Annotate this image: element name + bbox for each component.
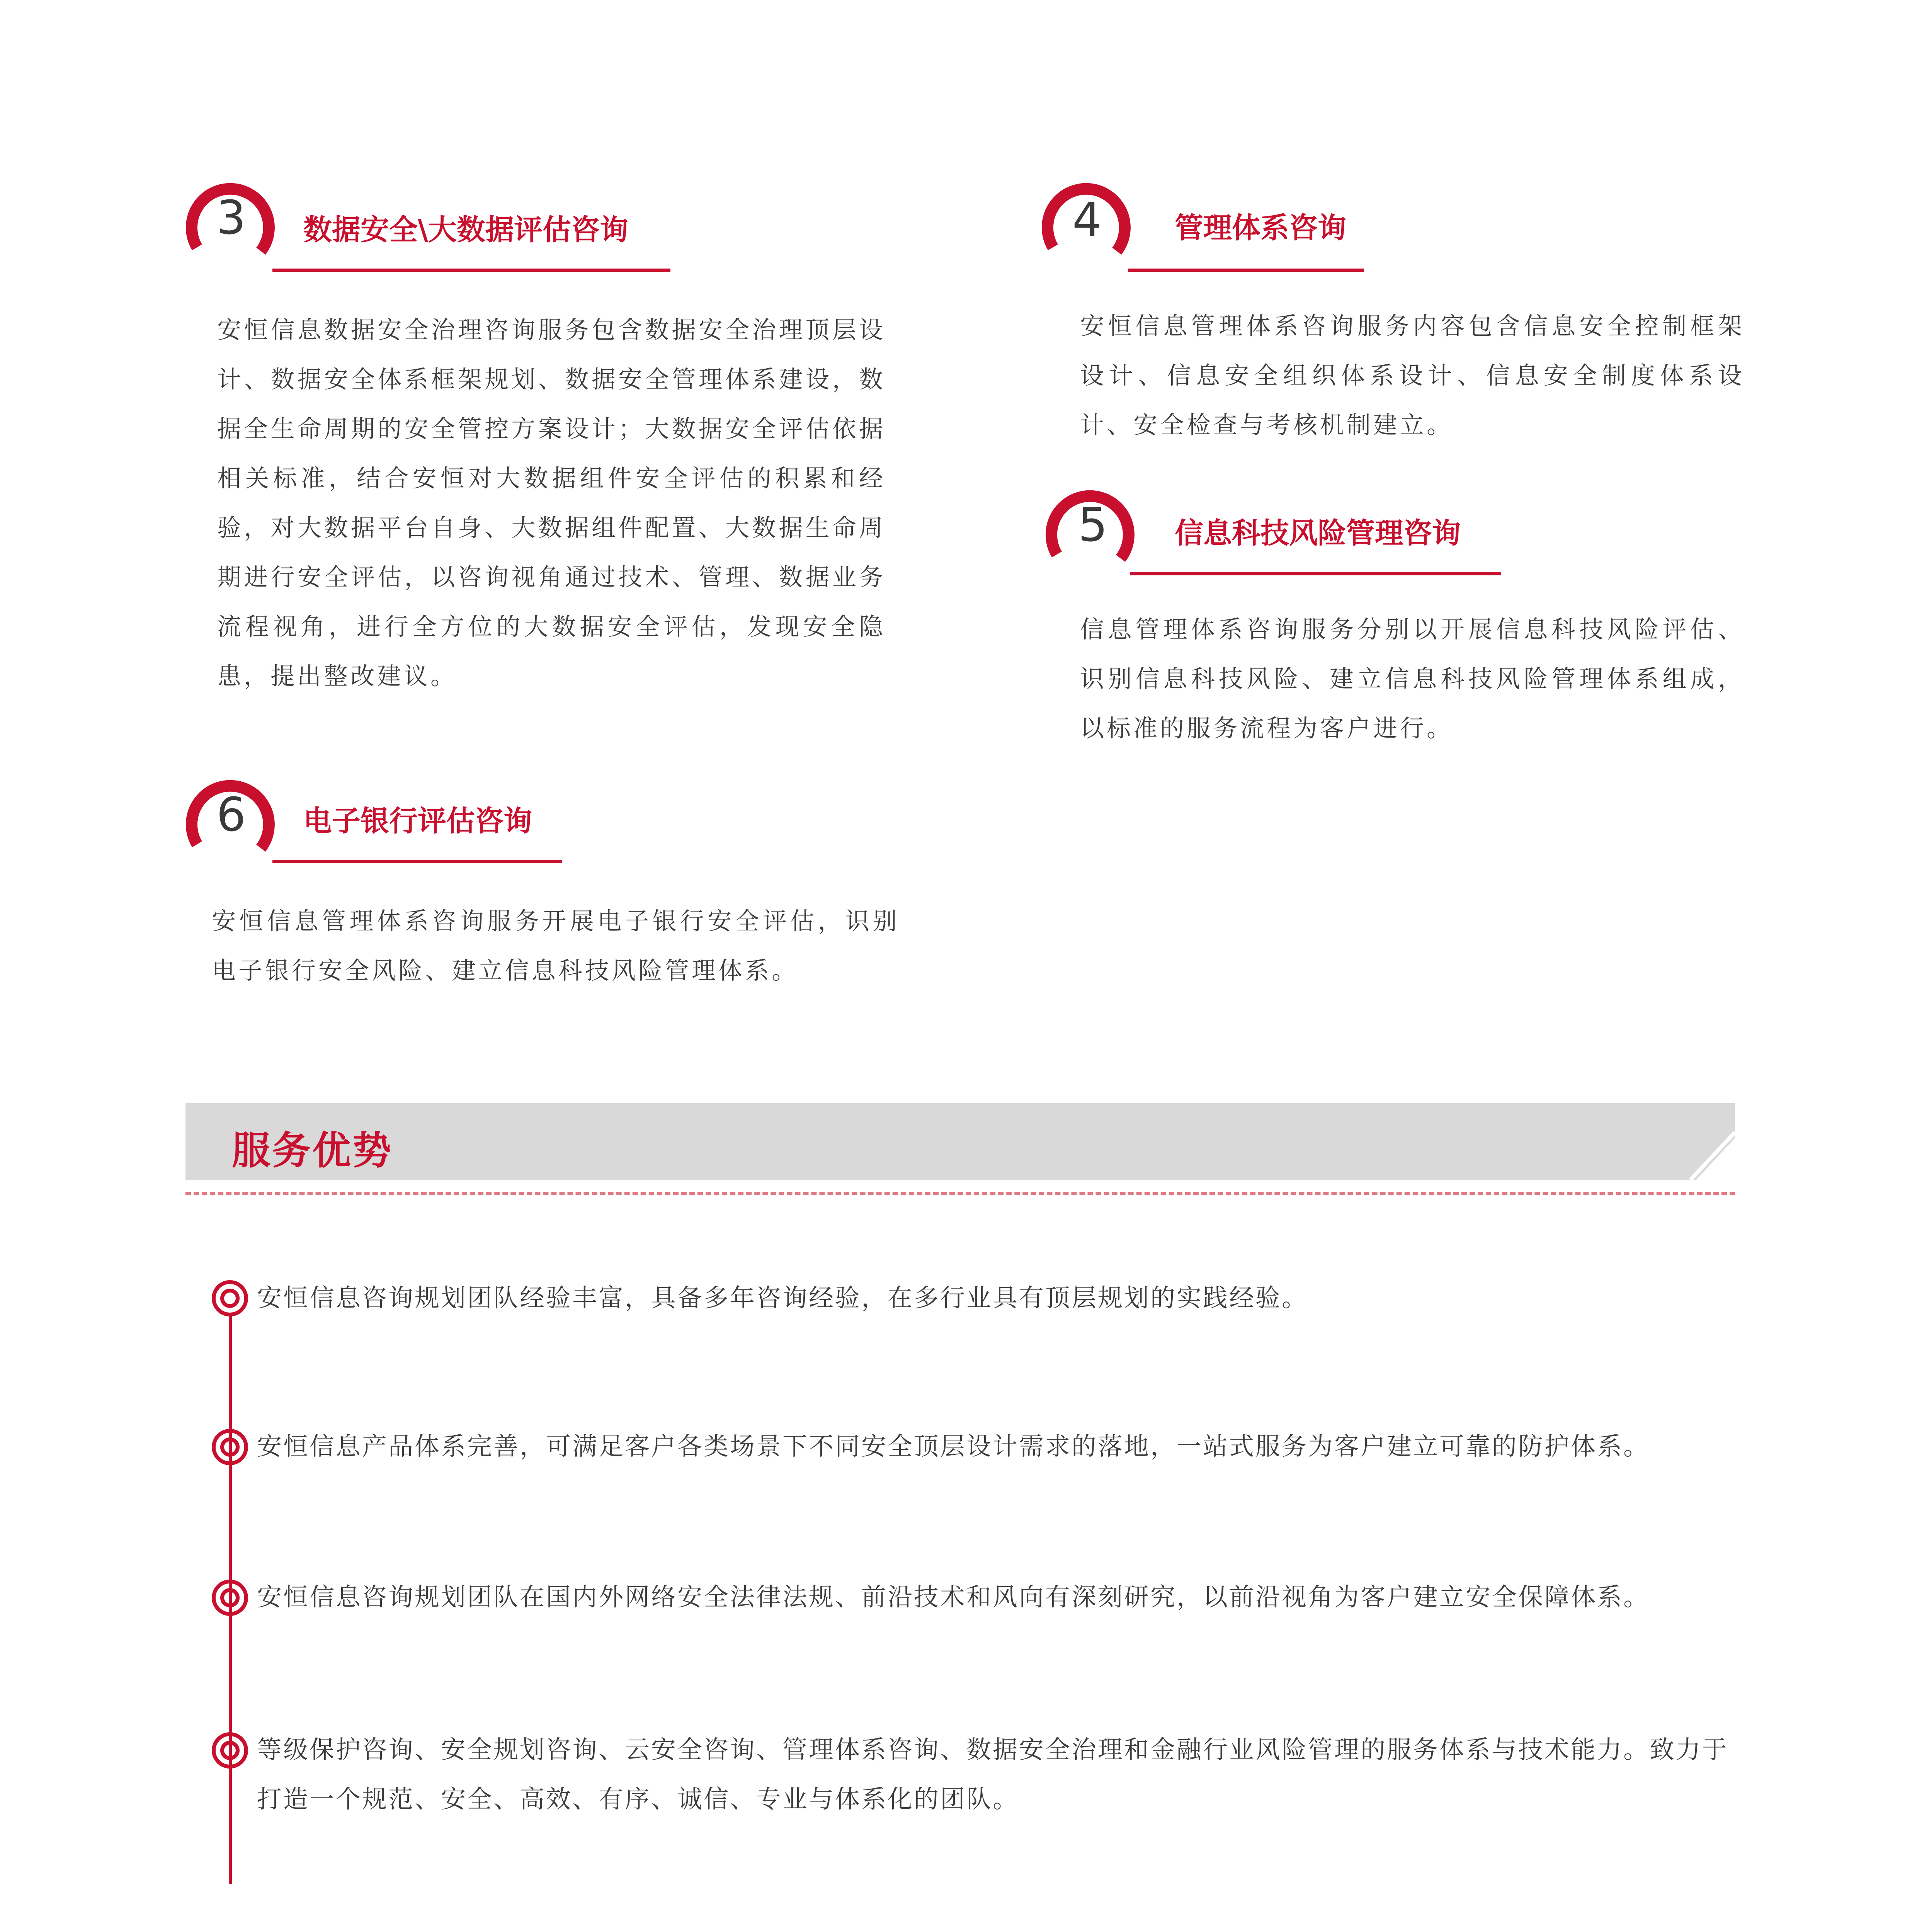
section-4-rule: [1128, 269, 1364, 272]
target-icon: [211, 1279, 249, 1318]
section-4-title: 管理体系咨询: [1175, 211, 1346, 245]
section-5-title: 信息科技风险管理咨询: [1175, 517, 1461, 550]
target-icon: [211, 1428, 249, 1466]
section-3-body: 安恒信息数据安全治理咨询服务包含数据安全治理顶层设计、数据安全体系框架规划、数据安全管理体系建设，数据全生命周期的安全管控方案设计；大数据安全评估依据相关标准，结合安恒对大数据组件安全评估的积累和经验，对大数据平台自身、大数据组件配置、大数据生命周期进行安全评估，以咨询视角通过技术、管理、数据业务流程视角，进行全方位的大数据安全评估，发现安全隐患，提出整改建议。: [217, 316, 886, 690]
section-3-number: 3: [216, 191, 246, 245]
section-3-title: 数据安全\大数据评估咨询: [303, 213, 629, 247]
section-3-rule: [272, 269, 670, 272]
section-5-number: 5: [1078, 498, 1108, 552]
section-4-body: 安恒信息管理体系咨询服务内容包含信息安全控制框架设计、信息安全组织体系设计、信息安全制度体系设计、安全检查与考核机制建立。: [1080, 312, 1745, 439]
advantage-item: 安恒信息咨询规划团队经验丰富，具备多年咨询经验，在多行业具有顶层规划的实践经验。: [257, 1284, 1308, 1313]
banner-shape: [185, 1103, 1735, 1180]
advantages-divider: [185, 1192, 1735, 1195]
section-5-body: 信息管理体系咨询服务分别以开展信息科技风险评估、识别信息科技风险、建立信息科技风险管理体系组成，以标准的服务流程为客户进行。: [1080, 615, 1745, 742]
section-6-body: 安恒信息管理体系咨询服务开展电子银行安全评估，识别电子银行安全风险、建立信息科技风险管理体系。: [212, 907, 900, 985]
section-6-number: 6: [216, 788, 246, 842]
section-5-rule: [1130, 572, 1501, 575]
target-icon: [211, 1731, 249, 1770]
advantage-item: 安恒信息产品体系完善，可满足客户各类场景下不同安全顶层设计需求的落地，一站式服务为客户建立可靠的防护体系。: [257, 1432, 1650, 1461]
target-icon: [211, 1578, 249, 1617]
advantages-banner: [185, 1103, 1735, 1180]
section-6-title: 电子银行评估咨询: [303, 804, 532, 838]
advantage-item: 等级保护咨询、安全规划咨询、云安全咨询、管理体系咨询、数据安全治理和金融行业风险管理的服务体系与技术能力。致力于打造一个规范、安全、高效、有序、诚信、专业与体系化的团队。: [257, 1736, 1728, 1814]
section-6-rule: [272, 860, 562, 863]
section-4-number: 4: [1072, 193, 1102, 247]
advantages-title: 服务优势: [232, 1128, 393, 1173]
advantage-item: 安恒信息咨询规划团队在国内外网络安全法律法规、前沿技术和风向有深刻研究，以前沿视角为客户建立安全保障体系。: [257, 1583, 1650, 1612]
